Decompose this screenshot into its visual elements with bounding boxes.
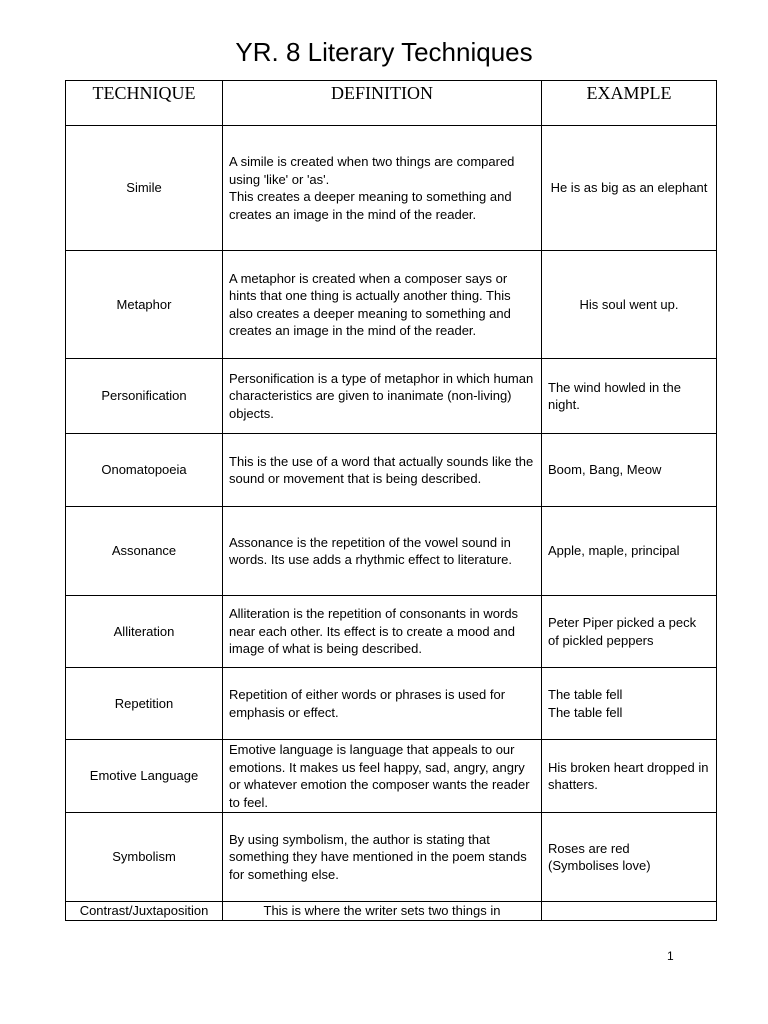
table-row	[66, 596, 717, 668]
technique-cell: Onomatopoeia	[66, 434, 223, 507]
page-title: YR. 8 Literary Techniques	[235, 37, 533, 67]
example-cell: He is as big as an elephant	[542, 126, 717, 251]
literary-techniques-table	[65, 80, 717, 921]
definition-cell: Alliteration is the repetition of consonants in words near each other. Its effect is to create a mood and image of what is being described.	[223, 596, 542, 668]
definition-cell: A simile is created when two things are compared using 'like' or 'as'. This creates a deeper meaning to something and creates an image in the mind of the reader.	[223, 126, 542, 251]
definition-cell: Emotive language is language that appeals to our emotions. It makes us feel happy, sad, angry, angry or whatever emotion the composer wants the reader to feel.	[223, 740, 542, 813]
technique-cell: Symbolism	[66, 813, 223, 902]
table-row	[66, 434, 717, 507]
definition-cell: This is the use of a word that actually sounds like the sound or movement that is being described.	[223, 434, 542, 507]
definition-cell: Personification is a type of metaphor in which human characteristics are given to inanimate (non-living) objects.	[223, 359, 542, 434]
technique-cell: Metaphor	[66, 251, 223, 359]
header-technique: TECHNIQUE	[66, 81, 223, 126]
table-header-row	[66, 81, 717, 126]
table-row	[66, 126, 717, 251]
page-number: 1	[667, 949, 674, 963]
table-row	[66, 251, 717, 359]
example-cell: His soul went up.	[542, 251, 717, 359]
definition-cell: This is where the writer sets two things in	[223, 902, 542, 921]
example-cell: His broken heart dropped in shatters.	[542, 740, 717, 813]
table-row	[66, 668, 717, 740]
technique-cell: Repetition	[66, 668, 223, 740]
definition-cell: Assonance is the repetition of the vowel sound in words. Its use adds a rhythmic effect to literature.	[223, 507, 542, 596]
table-row	[66, 507, 717, 596]
technique-cell: Emotive Language	[66, 740, 223, 813]
example-cell: Peter Piper picked a peck of pickled peppers	[542, 596, 717, 668]
example-cell	[542, 902, 717, 921]
technique-cell: Personification	[66, 359, 223, 434]
example-cell: The wind howled in the night.	[542, 359, 717, 434]
header-example: EXAMPLE	[542, 81, 717, 126]
table-row	[66, 740, 717, 813]
example-cell: The table fell The table fell	[542, 668, 717, 740]
technique-cell: Contrast/Juxtaposition	[66, 902, 223, 921]
technique-cell: Assonance	[66, 507, 223, 596]
definition-cell: Repetition of either words or phrases is used for emphasis or effect.	[223, 668, 542, 740]
technique-cell: Simile	[66, 126, 223, 251]
definition-cell: By using symbolism, the author is stating that something they have mentioned in the poem stands for something else.	[223, 813, 542, 902]
table-row	[66, 813, 717, 902]
technique-cell: Alliteration	[66, 596, 223, 668]
header-definition: DEFINITION	[223, 81, 542, 126]
example-cell: Apple, maple, principal	[542, 507, 717, 596]
table-row	[66, 359, 717, 434]
example-cell: Roses are red (Symbolises love)	[542, 813, 717, 902]
definition-cell: A metaphor is created when a composer says or hints that one thing is actually another thing. This also creates a deeper meaning to something and creates an image in the mind of the reader.	[223, 251, 542, 359]
table-row	[66, 902, 717, 921]
example-cell: Boom, Bang, Meow	[542, 434, 717, 507]
